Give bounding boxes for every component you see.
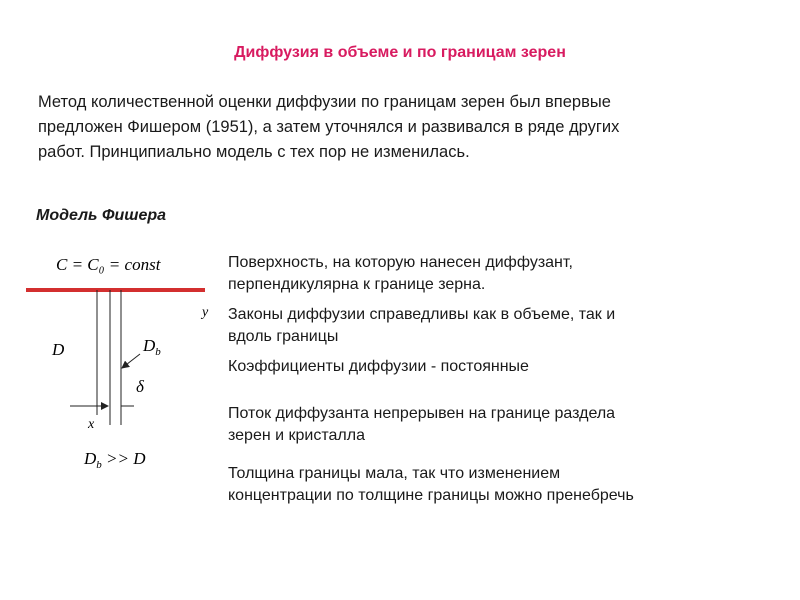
assumption-line: Коэффициенты диффузии - постоянные — [228, 358, 529, 375]
assumption-line: вдоль границы — [228, 328, 339, 345]
assumption-line: Толщина границы мала, так что изменением — [228, 465, 561, 482]
volume-diffusion-label: D — [52, 340, 65, 359]
intro-line: Метод количественной оценки диффузии по границам зерен был впервые — [38, 93, 611, 111]
assumption-line: Поверхность, на которую нанесен диффузант, — [228, 254, 573, 271]
assumption-line: перпендикулярна к границе зерна. — [228, 276, 486, 293]
fisher-model-diagram — [0, 240, 230, 480]
boundary-diffusion-arrow — [122, 354, 140, 368]
assumption-line: зерен и кристалла — [228, 427, 365, 444]
assumption-item — [228, 356, 529, 378]
boundary-width-label: δ — [136, 377, 144, 396]
boundary-diffusion-label: $D_b$ — [143, 336, 161, 358]
assumption-item — [228, 463, 634, 507]
boundary-condition-equation: C = C₀ = const — [56, 255, 161, 274]
assumption-line: Поток диффузанта непрерывен на границе раздела — [228, 405, 616, 422]
assumption-line: Законы диффузии справедливы как в объеме, так и — [228, 306, 616, 323]
slide-title: Диффузия в объеме и по границам зерен — [234, 44, 566, 61]
assumption-item — [228, 252, 573, 296]
assumption-item — [228, 403, 615, 447]
diffusion-relation: $D_b >> D$ — [84, 449, 146, 471]
assumption-item — [228, 304, 615, 348]
intro-line: работ. Принципиально модель с тех пор не изменилась. — [38, 143, 470, 161]
intro-line: предложен Фишером (1951), а затем уточнялся и развивался в ряде других — [38, 118, 620, 136]
x-axis-label: x — [88, 417, 95, 432]
model-title: Модель Фишера — [36, 207, 167, 224]
y-axis-label: y — [202, 305, 209, 320]
intro-paragraph — [38, 90, 778, 165]
assumption-line: концентрации по толщине границы можно пренебречь — [228, 487, 634, 504]
